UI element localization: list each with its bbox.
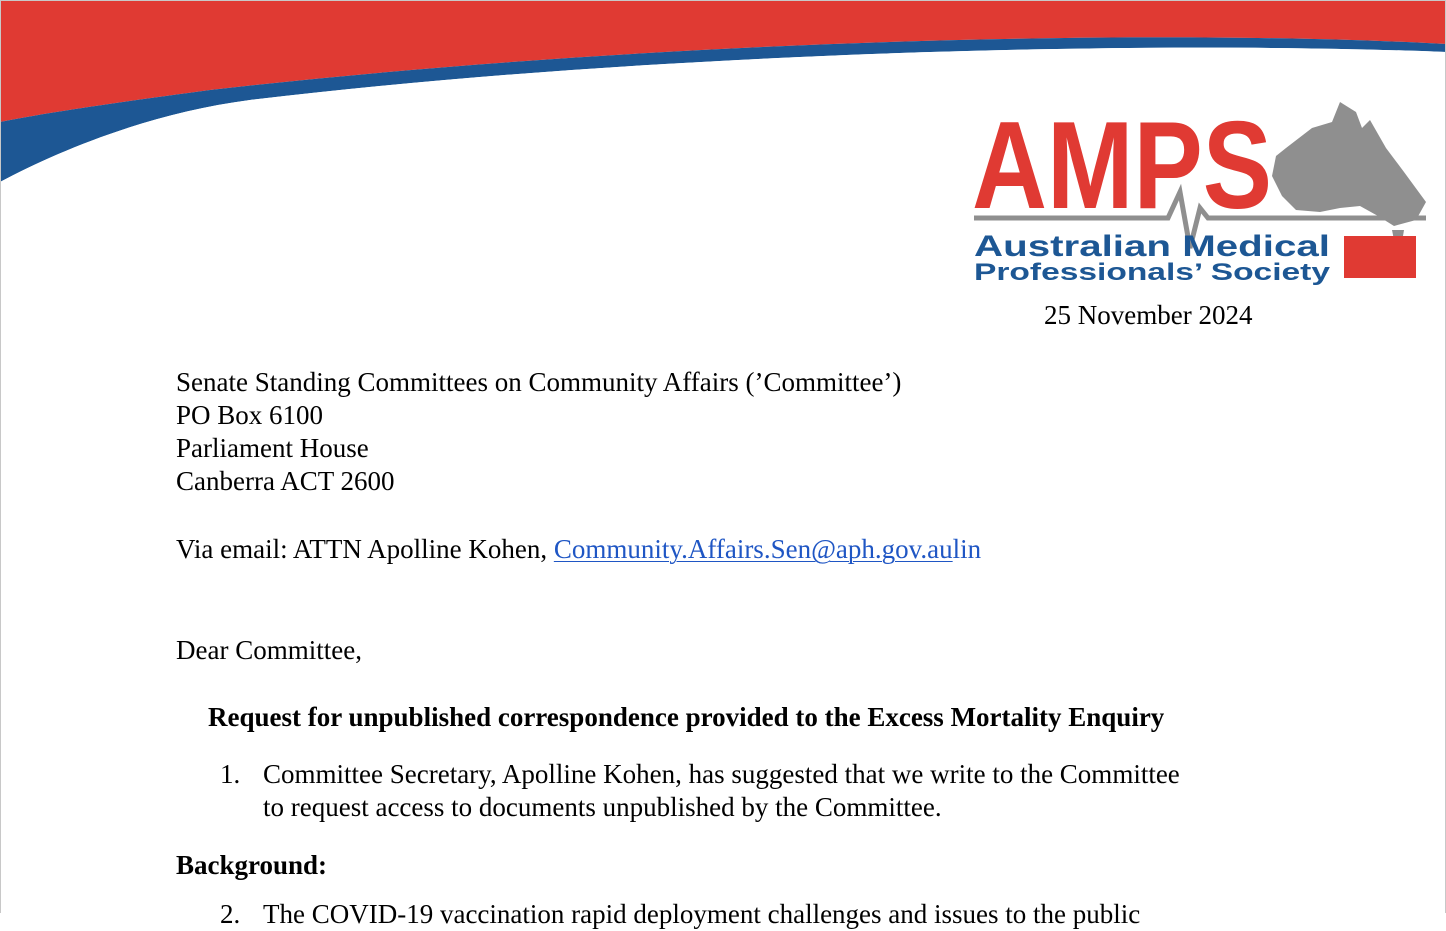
address-line: PO Box 6100 [176,400,324,430]
logo-line2: Professionals’ Society [974,259,1331,286]
logo-wordmark: AMPS [972,98,1272,235]
via-prefix: Via email: ATTN Apolline Kohen, [176,534,554,564]
background-heading: Background: [176,850,328,880]
via-email-line [176,532,981,566]
paragraph-number: 1. [220,759,241,789]
address-line: Parliament House [176,433,369,463]
paragraph-line: The COVID-19 vaccination rapid deployment challenges and issues to the public [263,899,1141,929]
paragraph-number: 2. [220,899,241,929]
paragraph-line: Committee Secretary, Apolline Kohen, has suggested that we write to the Committee [263,759,1180,789]
paragraph-line: to request access to documents unpublished by the Committee. [263,792,942,822]
address-line: Canberra ACT 2600 [176,466,395,496]
salutation: Dear Committee, [176,635,362,665]
subject-heading: Request for unpublished correspondence provided to the Excess Mortality Enquiry [208,702,1165,732]
numbered-paragraph-2 [176,898,1296,931]
logo-line1: Australian Medical [974,230,1330,263]
numbered-paragraph-1 [176,758,1296,824]
recipient-address [176,366,901,498]
amps-logo [968,98,1430,288]
letter-date: 25 November 2024 [1044,300,1253,330]
address-line: Senate Standing Committees on Community Affairs (’Committee’) [176,367,902,397]
logo-red-block [1344,236,1416,278]
email-suffix: lin [952,534,982,564]
email-link[interactable]: Community.Affairs.Sen@aph.gov.au [553,534,953,564]
australia-map-icon [1272,102,1426,226]
